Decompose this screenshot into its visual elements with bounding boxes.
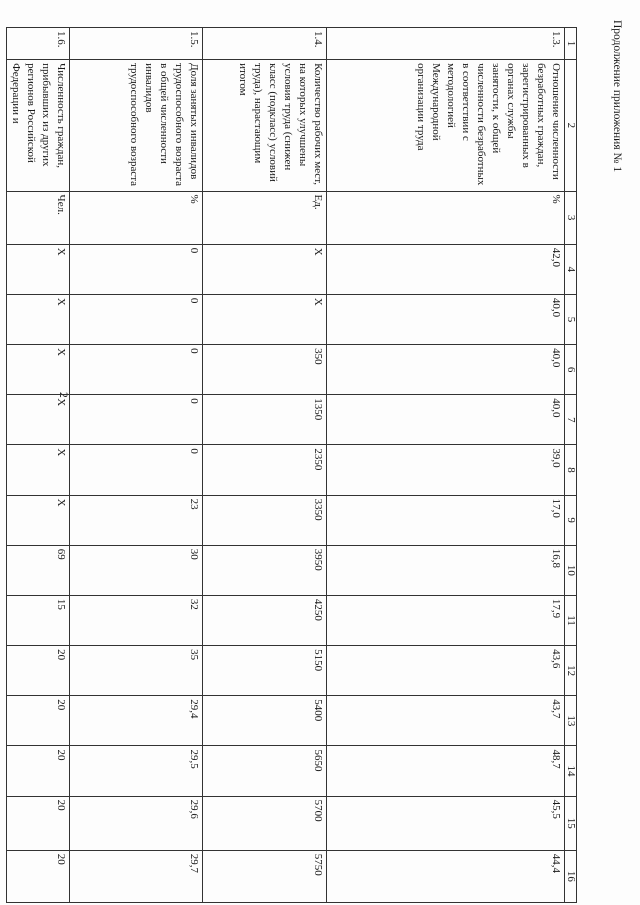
value-cell: 29,5 <box>70 746 203 796</box>
column-number-row <box>565 28 577 903</box>
value-cell: 3950 <box>203 545 327 595</box>
value-cell: 5700 <box>203 796 327 850</box>
value-cell: 40,0 <box>327 294 565 344</box>
value-cell: 42,0 <box>327 244 565 294</box>
col-number: 12 <box>565 646 577 696</box>
col-number: 6 <box>565 345 577 395</box>
page-number: 2 <box>57 392 69 398</box>
value-cell: 0 <box>70 244 203 294</box>
value-cell: X <box>7 495 70 545</box>
indicator-name-cell: Доля занятых инвалидов трудоспособного возраста в общей численности инвалидов трудоспособного возраста <box>70 60 203 191</box>
value-cell: 30 <box>70 545 203 595</box>
value-cell: 29,4 <box>70 696 203 746</box>
row-number-cell: 1.6. <box>7 28 70 60</box>
value-cell: X <box>7 294 70 344</box>
value-cell: 40,0 <box>327 395 565 445</box>
value-cell: 2350 <box>203 445 327 495</box>
col-number: 4 <box>565 244 577 294</box>
value-cell: 69 <box>7 545 70 595</box>
col-number: 13 <box>565 696 577 746</box>
row-number-cell: 1.5. <box>70 28 203 60</box>
col-number: 3 <box>565 191 577 244</box>
col-number: 16 <box>565 850 577 902</box>
col-number: 15 <box>565 796 577 850</box>
value-cell: 32 <box>70 595 203 645</box>
col-number: 5 <box>565 294 577 344</box>
value-cell: 0 <box>70 345 203 395</box>
value-cell: 23 <box>70 495 203 545</box>
table-row <box>203 28 327 903</box>
col-number: 2 <box>565 60 577 191</box>
indicator-name-cell: Количество рабочих мест, на которых улучшены условия труда (снижен класс (подкласс) условий труда), нарастающим итогом <box>203 60 327 191</box>
unit-cell: Чел. <box>7 191 70 244</box>
value-cell: 39,0 <box>327 445 565 495</box>
value-cell: 45,5 <box>327 796 565 850</box>
col-number: 7 <box>565 395 577 445</box>
value-cell: 20 <box>7 746 70 796</box>
value-cell: 20 <box>7 696 70 746</box>
value-cell: 20 <box>7 850 70 902</box>
value-cell: 1350 <box>203 395 327 445</box>
unit-cell: Ед. <box>203 191 327 244</box>
table-row <box>327 28 565 903</box>
value-cell: 29,7 <box>70 850 203 902</box>
value-cell: 350 <box>203 345 327 395</box>
indicators-table <box>6 27 577 903</box>
value-cell: 0 <box>70 294 203 344</box>
value-cell: 20 <box>7 796 70 850</box>
value-cell: 17,9 <box>327 595 565 645</box>
table-row <box>70 28 203 903</box>
value-cell: 40,0 <box>327 345 565 395</box>
value-cell: 48,7 <box>327 746 565 796</box>
value-cell: X <box>7 345 70 395</box>
col-number: 1 <box>565 28 577 60</box>
value-cell: X <box>7 395 70 445</box>
value-cell: 17,0 <box>327 495 565 545</box>
value-cell: 43,6 <box>327 646 565 696</box>
col-number: 9 <box>565 495 577 545</box>
value-cell: 16,8 <box>327 545 565 595</box>
value-cell: 5400 <box>203 696 327 746</box>
appendix-continuation-header: Продолжение приложения № 1 <box>611 20 623 173</box>
unit-cell: % <box>327 191 565 244</box>
value-cell: X <box>7 244 70 294</box>
value-cell: 5750 <box>203 850 327 902</box>
value-cell: 20 <box>7 646 70 696</box>
value-cell: X <box>203 294 327 344</box>
col-number: 11 <box>565 595 577 645</box>
table-row <box>7 28 70 903</box>
value-cell: 15 <box>7 595 70 645</box>
value-cell: 35 <box>70 646 203 696</box>
col-number: 10 <box>565 545 577 595</box>
value-cell: X <box>7 445 70 495</box>
value-cell: X <box>203 244 327 294</box>
row-number-cell: 1.4. <box>203 28 327 60</box>
value-cell: 0 <box>70 395 203 445</box>
rotated-table-wrapper <box>6 27 577 903</box>
value-cell: 29,6 <box>70 796 203 850</box>
value-cell: 0 <box>70 445 203 495</box>
indicator-name-cell: Отношение численности безработных граждан, зарегистрированных в органах службы занятости, к общей численности безработных в соответствии с методологией Международной организации труда <box>327 60 565 191</box>
value-cell: 44,4 <box>327 850 565 902</box>
value-cell: 5150 <box>203 646 327 696</box>
col-number: 8 <box>565 445 577 495</box>
value-cell: 4250 <box>203 595 327 645</box>
row-number-cell: 1.3. <box>327 28 565 60</box>
unit-cell: % <box>70 191 203 244</box>
value-cell: 5650 <box>203 746 327 796</box>
value-cell: 3350 <box>203 495 327 545</box>
indicator-name-cell: Численность граждан, прибывших из других регионов Российской Федерации и <box>7 60 70 191</box>
value-cell: 43,7 <box>327 696 565 746</box>
col-number: 14 <box>565 746 577 796</box>
